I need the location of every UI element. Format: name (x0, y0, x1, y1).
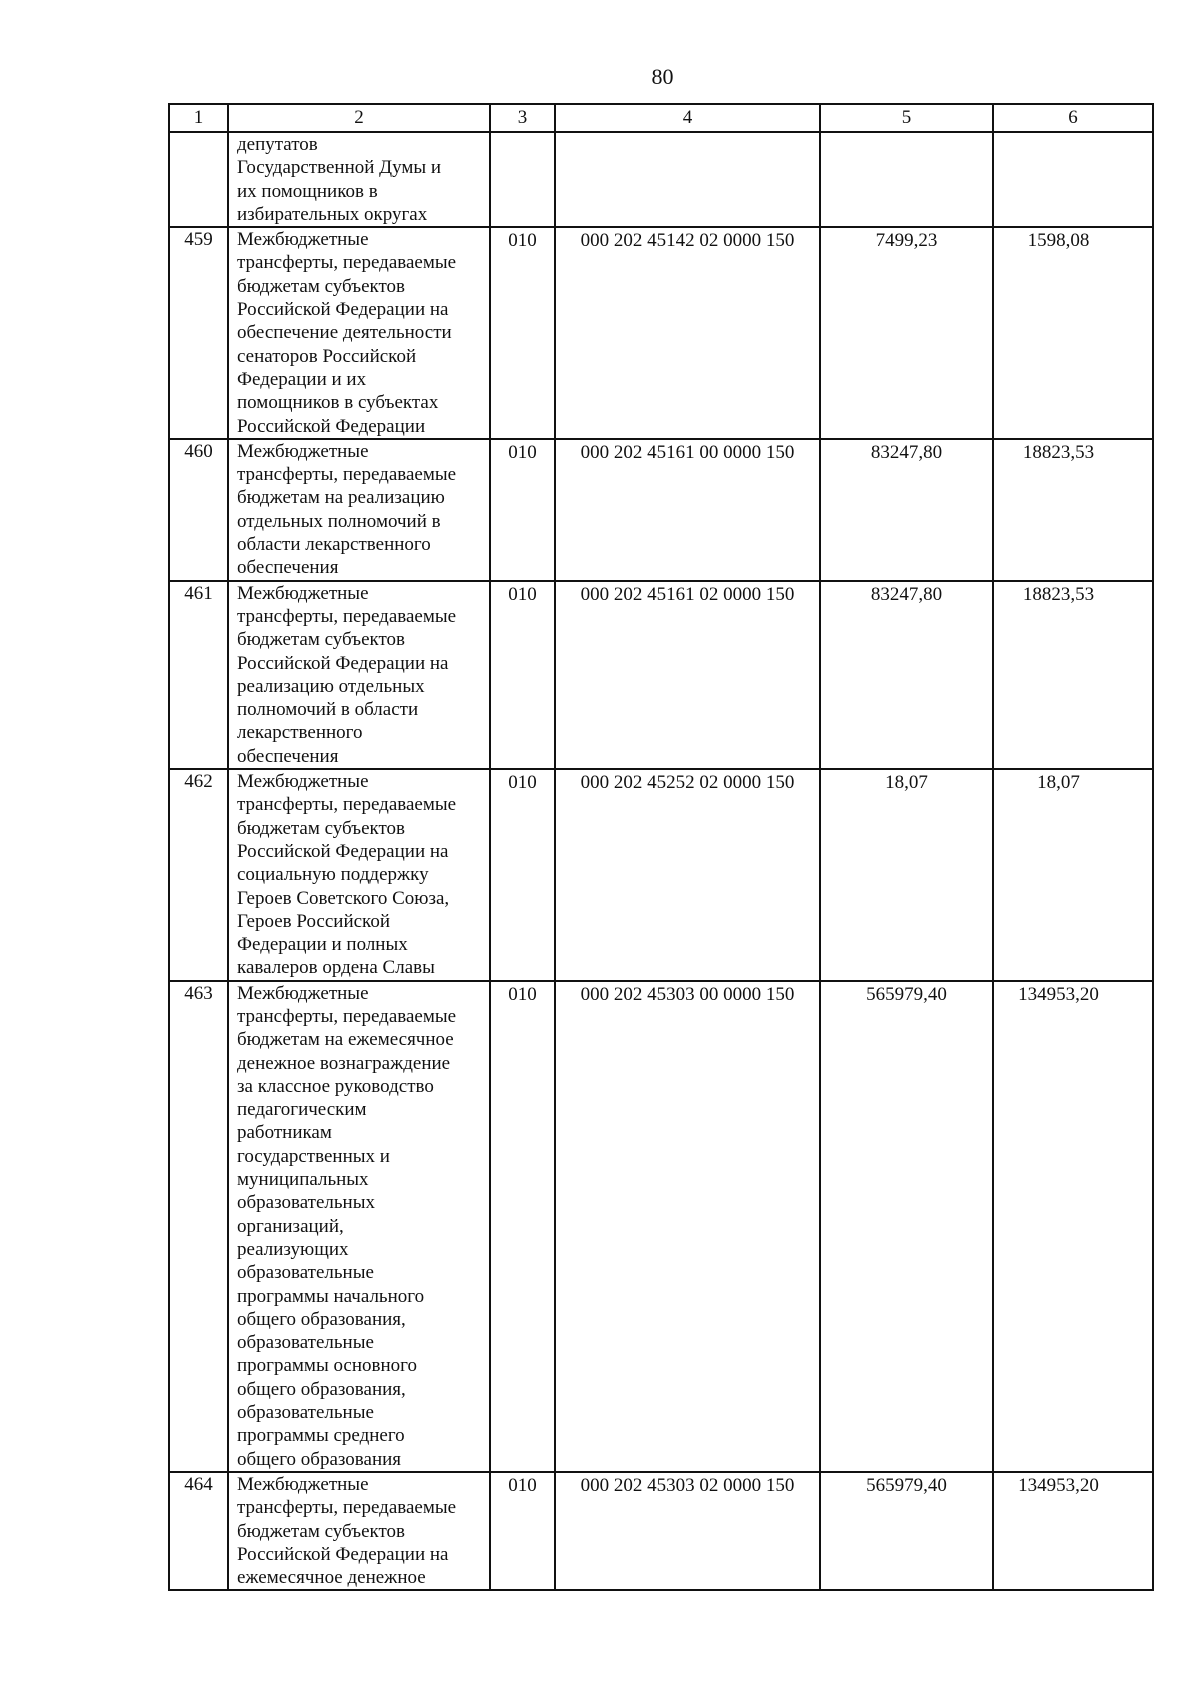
description-line: трансферты, передаваемые (237, 464, 457, 486)
description-line: общего образования, (237, 1308, 406, 1330)
header-row (169, 104, 1153, 132)
description-line: бюджетам на ежемесячное (237, 1029, 454, 1051)
description-line: Межбюджетные (237, 440, 369, 462)
row-number: 464 (169, 1472, 228, 1590)
table-row (169, 769, 1153, 981)
description-line: лекарственного (237, 722, 363, 744)
amount-col6: 1598,08 (993, 227, 1153, 439)
budget-code (555, 132, 820, 227)
description-line: реализующих (237, 1238, 349, 1260)
table-row (169, 1472, 1153, 1590)
row-description (228, 1472, 490, 1590)
description-line: за классное руководство (237, 1075, 434, 1097)
amount-col6: 134953,20 (993, 1472, 1153, 1590)
admin-code: 010 (490, 981, 555, 1472)
description-line: бюджетам субъектов (237, 817, 406, 839)
row-number: 462 (169, 769, 228, 981)
description-line: Государственной Думы и (237, 157, 442, 179)
budget-code: 000 202 45142 02 0000 150 (555, 227, 820, 439)
description-line: депутатов (237, 134, 318, 155)
table-row (169, 981, 1153, 1472)
budget-code: 000 202 45252 02 0000 150 (555, 769, 820, 981)
row-description (228, 981, 490, 1472)
admin-code: 010 (490, 439, 555, 581)
table-row (169, 581, 1153, 769)
row-number (169, 132, 228, 227)
admin-code: 010 (490, 581, 555, 769)
row-description (228, 227, 490, 439)
row-description (228, 769, 490, 981)
budget-code: 000 202 45161 02 0000 150 (555, 581, 820, 769)
table-row (169, 132, 1153, 227)
description-line: Российской Федерации на (237, 652, 449, 674)
row-number: 459 (169, 227, 228, 439)
description-line: образовательные (237, 1332, 374, 1354)
description-line: бюджетам субъектов (237, 629, 406, 651)
description-line: обеспечения (237, 745, 339, 767)
page-number: 80 (651, 64, 674, 89)
description-line: трансферты, передаваемые (237, 252, 457, 274)
description-line: общего образования, (237, 1378, 406, 1400)
budget-code: 000 202 45161 00 0000 150 (555, 439, 820, 581)
description-line: Межбюджетные (237, 229, 369, 251)
amount-col5: 7499,23 (820, 227, 993, 439)
description-line: бюджетам на реализацию (237, 487, 445, 509)
description-line: трансферты, передаваемые (237, 794, 457, 816)
description-line: трансферты, передаваемые (237, 1005, 457, 1027)
description-line: образовательные (237, 1402, 374, 1424)
description-line: Российской Федерации на (237, 1543, 449, 1565)
admin-code: 010 (490, 769, 555, 981)
budget-table (168, 103, 1154, 1591)
amount-col6: 18823,53 (993, 439, 1153, 581)
row-number: 460 (169, 439, 228, 581)
description-line: отдельных полномочий в (237, 510, 441, 532)
description-line: Героев Российской (237, 910, 390, 932)
row-number: 463 (169, 981, 228, 1472)
description-line: работникам (237, 1122, 332, 1144)
description-line: избирательных округах (237, 203, 428, 225)
amount-col5: 83247,80 (820, 581, 993, 769)
row-description (228, 581, 490, 769)
row-number: 461 (169, 581, 228, 769)
description-line: ежемесячное денежное (237, 1567, 426, 1589)
amount-col6: 134953,20 (993, 981, 1153, 1472)
description-line: кавалеров ордена Славы (237, 957, 435, 979)
description-line: Российской Федерации на (237, 840, 449, 862)
row-description (228, 439, 490, 581)
description-line: педагогическим (237, 1099, 367, 1121)
description-line: области лекарственного (237, 534, 431, 556)
description-line: образовательные (237, 1262, 374, 1284)
description-line: программы среднего (237, 1425, 405, 1447)
table-row (169, 439, 1153, 581)
description-line: помощников в субъектах (237, 392, 439, 414)
column-header: 3 (490, 104, 555, 132)
description-line: программы основного (237, 1355, 417, 1377)
column-header: 5 (820, 104, 993, 132)
description-line: Межбюджетные (237, 982, 369, 1004)
description-line: денежное вознаграждение (237, 1052, 451, 1074)
column-header: 2 (228, 104, 490, 132)
description-line: обеспечение деятельности (237, 322, 452, 344)
description-line: Российской Федерации (237, 415, 426, 437)
description-line: Российской Федерации на (237, 299, 449, 321)
amount-col5 (820, 132, 993, 227)
description-line: муниципальных (237, 1169, 369, 1191)
description-line: Межбюджетные (237, 771, 369, 793)
amount-col5: 83247,80 (820, 439, 993, 581)
description-line: Федерации и полных (237, 934, 408, 956)
description-line: образовательных (237, 1192, 375, 1214)
description-line: трансферты, передаваемые (237, 1497, 457, 1519)
budget-code: 000 202 45303 00 0000 150 (555, 981, 820, 1472)
admin-code (490, 132, 555, 227)
amount-col6: 18823,53 (993, 581, 1153, 769)
budget-code: 000 202 45303 02 0000 150 (555, 1472, 820, 1590)
description-line: общего образования (237, 1448, 402, 1470)
amount-col6 (993, 132, 1153, 227)
description-line: бюджетам субъектов (237, 275, 406, 297)
description-line: организаций, (237, 1215, 344, 1237)
description-line: социальную поддержку (237, 864, 429, 886)
column-header: 6 (993, 104, 1153, 132)
description-line: Героев Советского Союза, (237, 887, 450, 909)
amount-col5: 565979,40 (820, 1472, 993, 1590)
description-line: их помощников в (237, 180, 378, 202)
description-line: реализацию отдельных (237, 675, 425, 697)
admin-code: 010 (490, 1472, 555, 1590)
column-header: 1 (169, 104, 228, 132)
description-line: полномочий в области (237, 699, 419, 721)
description-line: бюджетам субъектов (237, 1520, 406, 1542)
description-line: программы начального (237, 1285, 425, 1307)
description-line: Федерации и их (237, 368, 367, 390)
amount-col5: 18,07 (820, 769, 993, 981)
description-line: Межбюджетные (237, 582, 369, 604)
row-description (228, 132, 490, 227)
table-row (169, 227, 1153, 439)
description-line: обеспечения (237, 557, 339, 579)
description-line: трансферты, передаваемые (237, 605, 457, 627)
description-line: сенаторов Российской (237, 345, 417, 367)
column-header: 4 (555, 104, 820, 132)
description-line: государственных и (237, 1145, 390, 1167)
admin-code: 010 (490, 227, 555, 439)
amount-col5: 565979,40 (820, 981, 993, 1472)
description-line: Межбюджетные (237, 1473, 369, 1495)
amount-col6: 18,07 (993, 769, 1153, 981)
